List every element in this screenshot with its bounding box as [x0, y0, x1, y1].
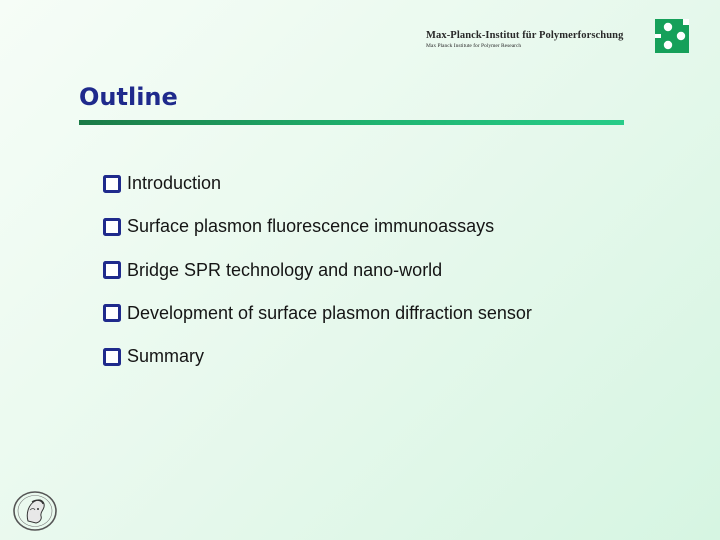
checkbox-bullet-icon	[103, 348, 121, 366]
outline-list	[103, 170, 532, 386]
institute-header	[426, 30, 623, 49]
list-item	[103, 343, 532, 370]
list-item	[103, 257, 532, 284]
list-item	[103, 170, 532, 197]
list-item-label: Introduction	[127, 173, 222, 193]
list-item	[103, 300, 532, 327]
list-item-label: Surface plasmon fluorescence immunoassays	[127, 216, 495, 237]
institute-name: Max-Planck-Institut für Polymerforschung	[426, 30, 624, 41]
minerva-seal-icon	[12, 490, 58, 532]
puzzle-logo-icon	[655, 19, 689, 53]
list-item	[103, 213, 532, 240]
institute-subtitle: Max Planck Institute for Polymer Research	[426, 43, 522, 49]
list-item-label: Development of surface plasmon diffraction sensor	[127, 302, 532, 323]
checkbox-bullet-icon	[103, 175, 121, 193]
title-divider	[79, 120, 624, 125]
checkbox-bullet-icon	[103, 261, 121, 279]
slide-title: Outline	[79, 83, 178, 111]
list-item-label: Bridge SPR technology and nano-world	[127, 259, 443, 280]
checkbox-bullet-icon	[103, 218, 121, 236]
checkbox-bullet-icon	[103, 304, 121, 322]
list-item-label: Summary	[127, 346, 205, 367]
